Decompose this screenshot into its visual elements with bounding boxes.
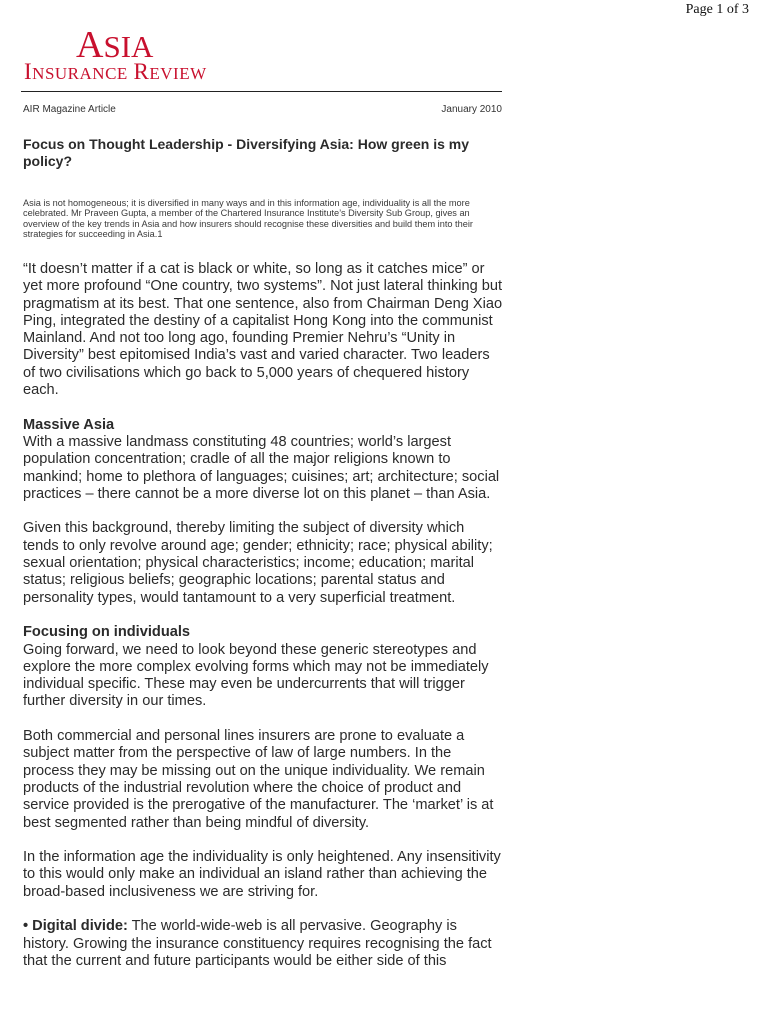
logo-insurance-rest: NSURANCE	[32, 64, 128, 83]
logo-asia-rest: SIA	[103, 29, 154, 64]
massive-asia-paragraph-1: With a massive landmass constituting 48 countries; world’s largest population concentration; cradle of all the major religions known to mankind; home to plethora of languages; cuisines; art; architecture; social practices – there cannot be a more diverse lot on this planet – than Asia.	[23, 433, 500, 502]
section-heading-focusing-on-individuals: Focusing on individuals	[23, 624, 191, 641]
individuals-paragraph-1: Going forward, we need to look beyond these generic stereotypes and explore the more complex evolving forms which may not be immediately individual specific. These may even be undercurrents that will trigger further diversity in our times.	[23, 641, 489, 710]
logo-insurance-initial: I	[24, 59, 33, 84]
bullet-digital-divide-text: The world-wide-web is all pervasive. Geography is history. Growing the insurance constituency requires recognising the fact that the current and future participants would be either side of this	[23, 918, 492, 969]
logo-review-rest: EVIEW	[149, 64, 207, 83]
bullet-digital-divide	[23, 918, 503, 970]
intro-paragraph: “It doesn’t matter if a cat is black or white, so long as it catches mice” or yet more profound “One country, two systems”. Not just lateral thinking but pragmatism at its best. That one sentence, also from Chairman Deng Xiao Ping, integrated the destiny of a capitalist Hong Kong into the communist Mainland. And not too long ago, founding Premier Nehru’s “Unity in Diversity” best epitomised India’s vast and varied character. Two leaders of two civilisations which go back to 5,000 years of chequered history each.	[23, 261, 503, 399]
magazine-label: AIR Magazine Article	[23, 104, 116, 115]
massive-asia-paragraph-2: Given this background, thereby limiting the subject of diversity which tends to only revolve around age; gender; ethnicity; race; physical ability; sexual orientation; physical characteristics; income; education; marital status; religious beliefs; geographic locations; parental status and personality types, would tantamount to a very superficial treatment.	[23, 520, 493, 606]
article-body	[23, 261, 503, 987]
logo-line-insurance-review	[24, 60, 207, 83]
issue-date: January 2010	[441, 104, 502, 115]
article-title: Focus on Thought Leadership - Diversifying Asia: How green is my policy?	[23, 136, 469, 169]
logo-asia-initial: A	[76, 24, 104, 66]
page-number: Page 1 of 3	[685, 2, 749, 17]
section-heading-massive-asia: Massive Asia	[23, 416, 115, 433]
logo-review-initial: R	[133, 59, 150, 84]
bullet-digital-divide-lead: • Digital divide:	[23, 918, 128, 935]
header-divider	[21, 91, 502, 92]
individuals-paragraph-3: In the information age the individuality is only heightened. Any insensitivity to this would only make an individual an island rather than achieving the broad-based inclusiveness we are striving for.	[23, 849, 501, 900]
individuals-paragraph-2: Both commercial and personal lines insurers are prone to evaluate a subject matter from the perspective of law of large numbers. In the process they may be missing out on the unique individuality. We remain products of the industrial revolution where the choice of product and service provided is the prerogative of the manufacturer. The ‘market’ is at best segmented rather than being mindful of diversity.	[23, 728, 494, 831]
article-summary: Asia is not homogeneous; it is diversified in many ways and in this information age, individuality is all the more celebrated. Mr Praveen Gupta, a member of the Chartered Insurance Institute’s Diversity Sub Group, gives an overview of the key trends in Asia and how insurers should recognise these diversities and build them into their strategies for succeeding in Asia.1	[23, 198, 473, 240]
